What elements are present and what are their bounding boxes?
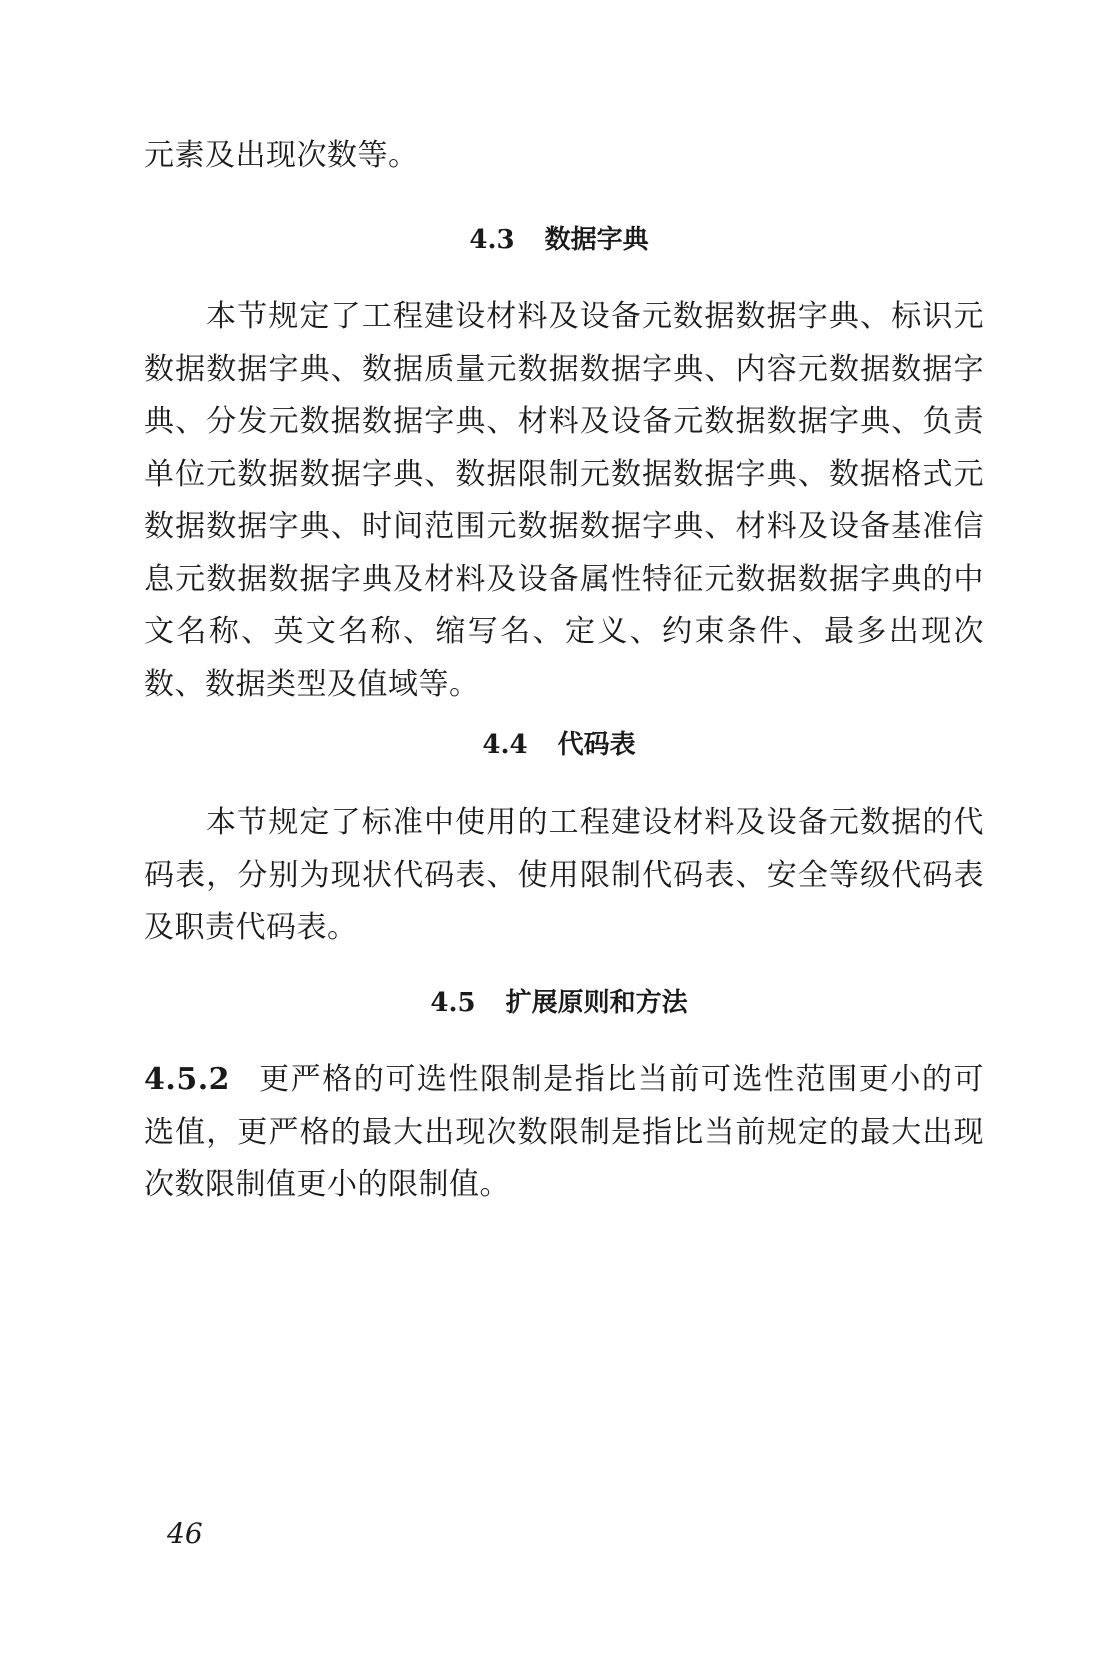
section-number: 4.4 [482,730,528,760]
page-number: 46 [167,1517,203,1550]
section-heading-4-3 [0,220,1118,260]
section-heading-4-4 [0,725,1118,765]
section-number: 4.5 [430,988,476,1018]
section-title: 扩展原则和方法 [505,988,688,1018]
section-4-3-paragraph: 本节规定了工程建设材料及设备元数据数据字典、标识元数据数据字典、数据质量元数据数据字典、内容元数据数据字典、分发元数据数据字典、材料及设备元数据数据字典、负责单位元数据数据字典、数据限制元数据数据字典、数据格式元数据数据字典、时间范围元数据数据字典、材料及设备基准信息元数据数据字典及材料及设备属性特征元数据数据字典的中文名称、英文名称、缩写名、定义、约束条件、最多出现次数、数据类型及值域等。 [144,299,984,702]
section-number: 4.3 [469,225,515,255]
section-heading-4-5 [0,983,1118,1023]
section-title: 数据字典 [544,225,649,255]
continued-paragraph: 元素及出现次数等。 [144,138,419,173]
section-4-4-paragraph: 本节规定了标准中使用的工程建设材料及设备元数据的代码表，分别为现状代码表、使用限制代码表、安全等级代码表及职责代码表。 [144,805,984,945]
clause-number: 4.5.2 [144,1062,231,1097]
clause-text: 更严格的可选性限制是指比当前可选性范围更小的可选值，更严格的最大出现次数限制是指比当前规定的最大出现次数限制值更小的限制值。 [144,1062,984,1202]
clause-4-5-2 [144,1054,984,1212]
section-title: 代码表 [557,730,636,760]
